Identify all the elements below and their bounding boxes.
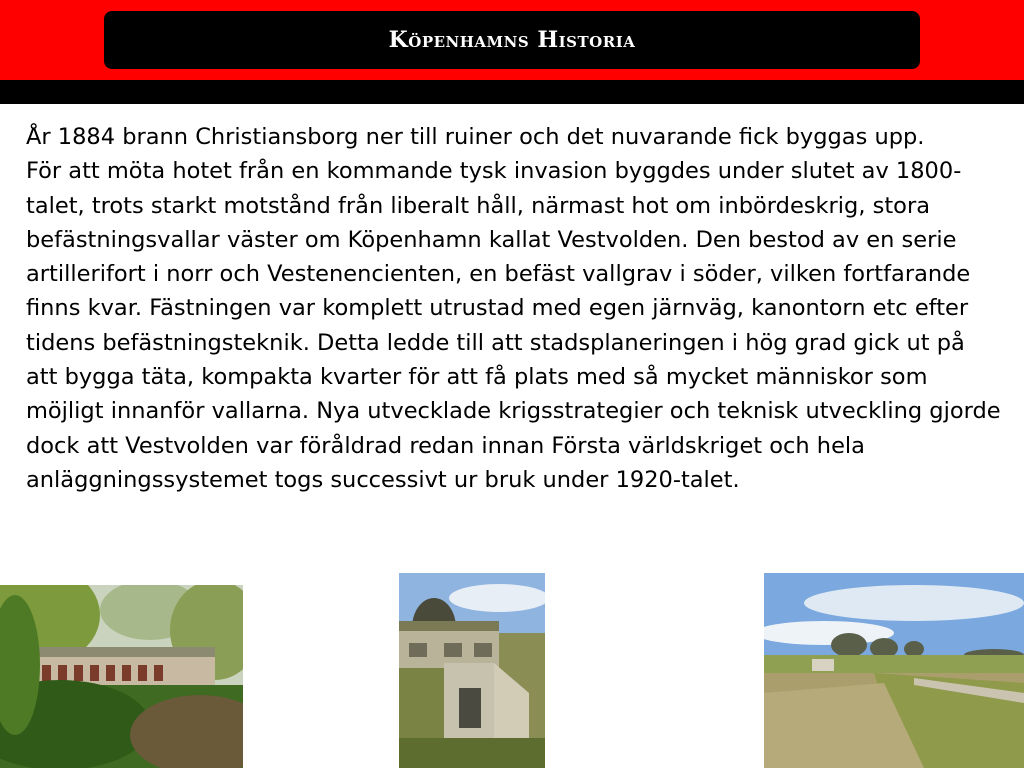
header-black-band (0, 80, 1024, 104)
photo-ramparts (764, 573, 1024, 768)
paragraph-vestvolden: För att möta hotet från en kommande tysk invasion byggdes under slutet av 1800-talet, trots starkt motstånd från liberalt håll, närmast hot om inbördeskrig, stora befästningsvallar väster om Köpenhamn kallat Vestvolden. Den bestod av en serie artillerifort i norr och Vestenencienten, en befäst vallgrav i söder, vilken fortfarande finns kvar. Fästningen var komplett utrustad med egen järnväg, kanontorn etc efter tidens befästningsteknik. Detta ledde till att stadsplaneringen i hög grad gick ut på att bygga täta, kompakta kvarter för att få plats med så mycket människor som möjligt innanför vallarna. Nya utvecklade krigsstrategier och teknisk utveckling gjorde dock att Vestvolden var föråldrad redan innan Första världskriget och hela anläggningssystemet togs successivt ur bruk under 1920-talet. (26, 158, 1001, 493)
body-text (26, 120, 1001, 497)
photo-fort-gate (399, 573, 545, 768)
paragraph-christiansborg: År 1884 brann Christiansborg ner till ruiner och det nuvarande fick byggas upp. (26, 124, 925, 150)
title-bar (104, 11, 920, 69)
page-title: Köpenhamns Historia (388, 27, 636, 53)
photo-fort-forest (0, 585, 243, 768)
